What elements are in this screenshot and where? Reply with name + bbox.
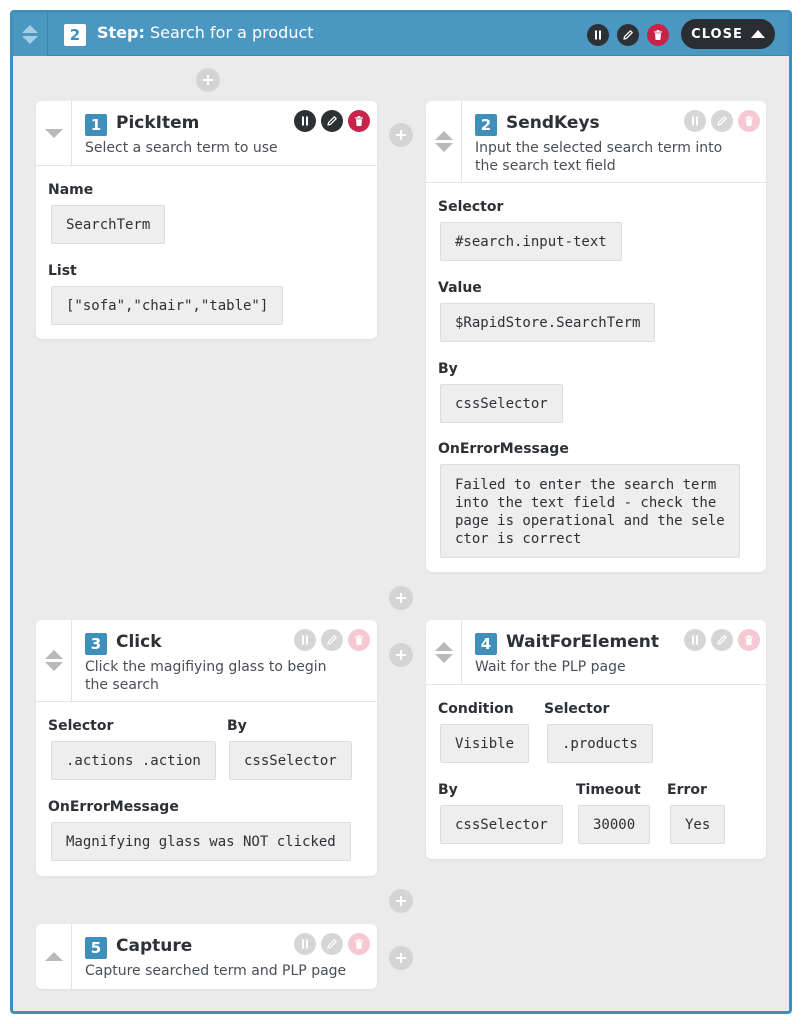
collapse-toggle[interactable] [36, 101, 72, 165]
action-card-waitforelement [426, 620, 766, 859]
plus-icon [395, 592, 407, 604]
plus-icon [395, 649, 407, 661]
arrow-up-icon [435, 131, 453, 140]
action-buttons [684, 110, 760, 132]
trash-icon [743, 115, 755, 127]
add-action-button[interactable] [389, 123, 413, 147]
value-label: Value [438, 280, 482, 296]
chevron-up-icon [45, 952, 63, 961]
pause-icon [689, 634, 701, 646]
reorder-handle[interactable] [36, 620, 72, 701]
step-header [13, 13, 789, 56]
action-number-badge: 1 [85, 114, 107, 136]
name-field[interactable]: SearchTerm [51, 205, 165, 244]
action-number-badge: 5 [85, 937, 107, 959]
arrow-down-icon [435, 654, 453, 663]
selector-field[interactable]: #search.input-text [440, 222, 622, 261]
error-field[interactable]: Yes [670, 805, 725, 844]
delete-button[interactable] [348, 933, 370, 955]
action-title: Capture [116, 936, 193, 956]
step-delete-button[interactable] [647, 24, 669, 46]
timeout-field[interactable]: 30000 [578, 805, 650, 844]
delete-button[interactable] [348, 110, 370, 132]
pencil-icon [326, 115, 338, 127]
action-description: Select a search term to use [85, 140, 278, 156]
trash-icon [353, 938, 365, 950]
step-number-badge: 2 [64, 24, 86, 46]
by-field[interactable]: cssSelector [440, 805, 563, 844]
selector-field[interactable]: .actions .action [51, 741, 216, 780]
condition-label: Condition [438, 701, 514, 717]
close-label: CLOSE [691, 26, 743, 42]
action-card-header [36, 924, 377, 989]
expand-toggle[interactable] [36, 924, 72, 989]
action-card-click [36, 620, 377, 876]
pencil-icon [622, 29, 634, 41]
add-action-button[interactable] [389, 586, 413, 610]
action-description: Input the selected search term into the search text field [475, 140, 723, 174]
action-description: Click the magifiying glass to begin the search [85, 659, 327, 693]
reorder-handle[interactable] [426, 101, 462, 182]
pause-icon [299, 115, 311, 127]
pencil-icon [716, 115, 728, 127]
action-buttons [294, 629, 370, 651]
selector-field[interactable]: .products [547, 724, 653, 763]
onerrormessage-field[interactable]: Magnifying glass was NOT clicked [51, 822, 351, 861]
by-field[interactable]: cssSelector [229, 741, 352, 780]
step-label: Step: [97, 23, 145, 42]
action-card-sendkeys [426, 101, 766, 572]
pencil-icon [326, 634, 338, 646]
add-action-button[interactable] [389, 643, 413, 667]
add-action-button[interactable] [389, 889, 413, 913]
error-label: Error [667, 782, 707, 798]
selector-label: Selector [544, 701, 610, 717]
pause-icon [299, 634, 311, 646]
action-card-pickitem [36, 101, 377, 339]
arrow-down-icon [45, 662, 63, 671]
action-buttons [684, 629, 760, 651]
pause-button[interactable] [684, 110, 706, 132]
action-card-header [426, 620, 766, 685]
action-description: Capture searched term and PLP page [85, 963, 347, 979]
pause-button[interactable] [684, 629, 706, 651]
action-buttons [294, 110, 370, 132]
reorder-handle[interactable] [426, 620, 462, 684]
plus-icon [395, 129, 407, 141]
step-reorder-handle[interactable] [13, 13, 48, 56]
action-buttons [294, 933, 370, 955]
delete-button[interactable] [348, 629, 370, 651]
pause-button[interactable] [294, 629, 316, 651]
pause-icon [299, 938, 311, 950]
arrow-down-icon [22, 36, 38, 44]
action-title: PickItem [116, 113, 200, 133]
onerrormessage-field[interactable]: Failed to enter the search term into the text field - check the page is operational and the selector is correct [440, 464, 740, 558]
action-number-badge: 3 [85, 633, 107, 655]
chevron-down-icon [45, 129, 63, 138]
by-label: By [227, 718, 247, 734]
arrow-up-icon [22, 25, 38, 33]
edit-button[interactable] [321, 933, 343, 955]
action-title: SendKeys [506, 113, 600, 133]
condition-field[interactable]: Visible [440, 724, 529, 763]
caret-up-icon [751, 30, 765, 38]
step-actions [587, 24, 669, 46]
by-field[interactable]: cssSelector [440, 384, 563, 423]
plus-icon [395, 895, 407, 907]
list-label: List [48, 263, 77, 279]
delete-button[interactable] [738, 110, 760, 132]
step-name: Search for a product [149, 23, 314, 42]
trash-icon [353, 115, 365, 127]
selector-label: Selector [438, 199, 504, 215]
edit-button[interactable] [711, 110, 733, 132]
arrow-up-icon [435, 642, 453, 651]
action-number-badge: 2 [475, 114, 497, 136]
value-field[interactable]: $RapidStore.SearchTerm [440, 303, 655, 342]
pencil-icon [326, 938, 338, 950]
action-title: Click [116, 632, 162, 652]
arrow-down-icon [435, 143, 453, 152]
plus-icon [202, 74, 214, 86]
action-card-header [36, 620, 377, 702]
edit-button[interactable] [711, 629, 733, 651]
action-card-header [36, 101, 377, 166]
step-pause-button[interactable] [587, 24, 609, 46]
close-button[interactable] [681, 19, 775, 49]
arrow-up-icon [45, 650, 63, 659]
action-card-capture [36, 924, 377, 989]
action-description: Wait for the PLP page [475, 659, 626, 675]
add-action-button[interactable] [389, 946, 413, 970]
step-title [97, 23, 314, 42]
list-field[interactable]: ["sofa","chair","table"] [51, 286, 283, 325]
add-action-button[interactable] [196, 68, 220, 92]
trash-icon [652, 29, 664, 41]
edit-button[interactable] [321, 629, 343, 651]
selector-label: Selector [48, 718, 114, 734]
name-label: Name [48, 182, 94, 198]
delete-button[interactable] [738, 629, 760, 651]
trash-icon [353, 634, 365, 646]
trash-icon [743, 634, 755, 646]
by-label: By [438, 361, 458, 377]
by-label: By [438, 782, 458, 798]
timeout-label: Timeout [576, 782, 641, 798]
plus-icon [395, 952, 407, 964]
action-title: WaitForElement [506, 632, 659, 652]
onerrormessage-label: OnErrorMessage [438, 441, 569, 457]
onerrormessage-label: OnErrorMessage [48, 799, 179, 815]
action-number-badge: 4 [475, 633, 497, 655]
pause-icon [689, 115, 701, 127]
pause-icon [592, 29, 604, 41]
pause-button[interactable] [294, 933, 316, 955]
step-edit-button[interactable] [617, 24, 639, 46]
action-card-header [426, 101, 766, 183]
pause-button[interactable] [294, 110, 316, 132]
pencil-icon [716, 634, 728, 646]
edit-button[interactable] [321, 110, 343, 132]
